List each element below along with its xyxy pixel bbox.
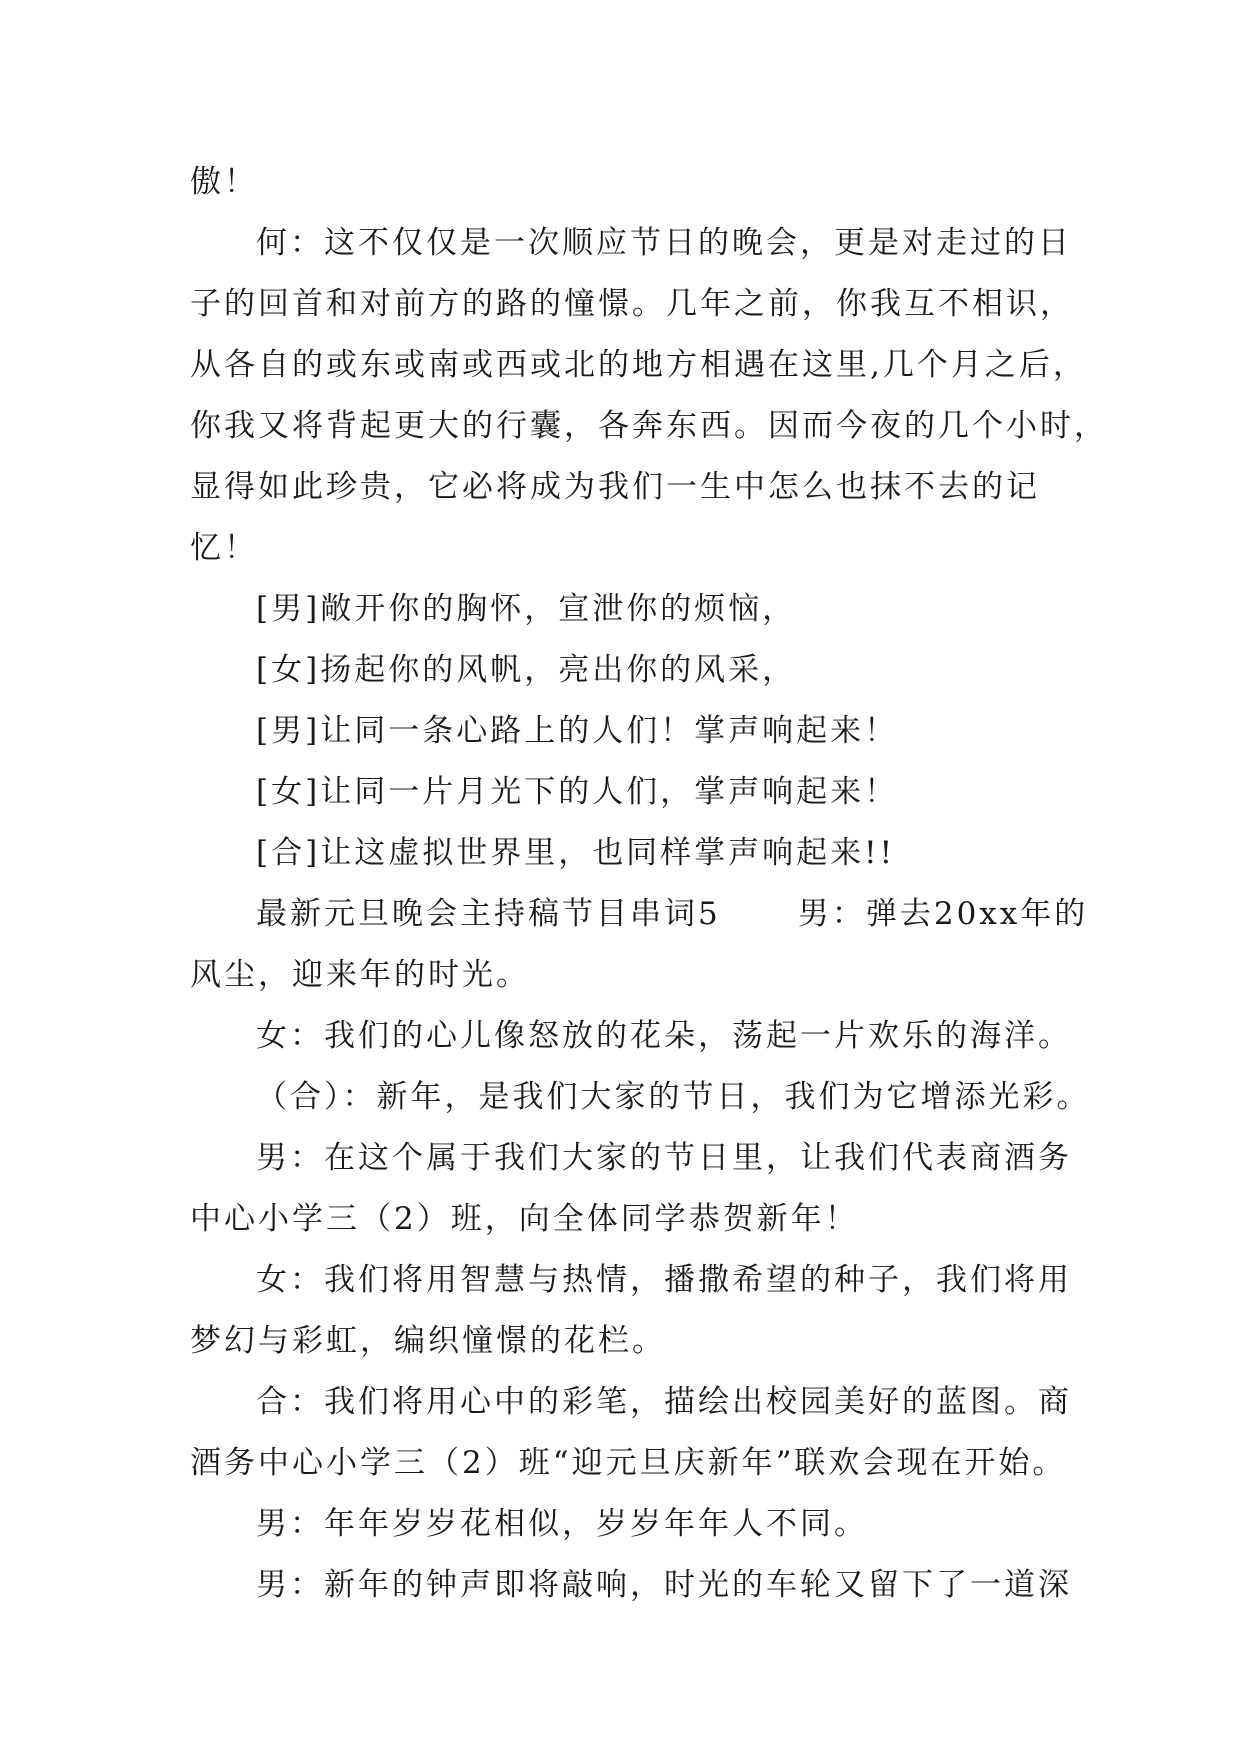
- text-line: 合：我们将用心中的彩笔，描绘出校园美好的蓝图。商: [256, 1384, 1072, 1420]
- text-line: 女：我们将用智慧与热情，播撒希望的种子，我们将用: [256, 1262, 1072, 1298]
- text-line: 男：年年岁岁花相似，岁岁年年人不同。: [256, 1506, 868, 1542]
- text-line: [女]扬起你的风帆，亮出你的风采，: [256, 652, 797, 688]
- text-line: [合]让这虚拟世界里，也同样掌声响起来!!: [256, 835, 896, 871]
- text-line: [女]让同一片月光下的人们，掌声响起来！: [256, 774, 899, 810]
- text-line: 显得如此珍贵，它必将成为我们一生中怎么也抹不去的记: [190, 469, 1040, 505]
- text-line: （合）：新年，是我们大家的节日，我们为它增添光彩。: [256, 1079, 1091, 1115]
- text-line: 傲！: [190, 164, 258, 200]
- text-line: 从各自的或东或南或西或北的地方相遇在这里,几个月之后，: [190, 347, 1087, 383]
- text-line: [男]让同一条心路上的人们！掌声响起来！: [256, 713, 899, 749]
- text-line: 风尘，迎来年的时光。: [190, 957, 530, 993]
- text-line: 酒务中心小学三（2）班“迎元旦庆新年”联欢会现在开始。: [190, 1445, 1067, 1481]
- text-line: 子的回首和对前方的路的憧憬。几年之前，你我互不相识，: [190, 286, 1074, 322]
- text-line: 何：这不仅仅是一次顺应节日的晚会，更是对走过的日: [256, 225, 1072, 261]
- text-line: 梦幻与彩虹，编织憧憬的花栏。: [190, 1323, 666, 1359]
- text-line: 忆！: [190, 530, 258, 566]
- text-line: 你我又将背起更大的行囊，各奔东西。因而今夜的几个小时，: [190, 408, 1108, 444]
- text-line: [男]敞开你的胸怀，宣泄你的烦恼，: [256, 591, 797, 627]
- text-line: 中心小学三（2）班，向全体同学恭贺新年！: [190, 1201, 859, 1237]
- text-line: 男：新年的钟声即将敲响，时光的车轮又留下了一道深: [256, 1567, 1072, 1603]
- text-line: 最新元旦晚会主持稿节目串词5 男：弹去20xx年的: [256, 896, 1089, 932]
- text-line: 女：我们的心儿像怒放的花朵，荡起一片欢乐的海洋。: [256, 1018, 1072, 1054]
- document-body: [190, 152, 1108, 1616]
- text-line: 男：在这个属于我们大家的节日里，让我们代表商酒务: [256, 1140, 1072, 1176]
